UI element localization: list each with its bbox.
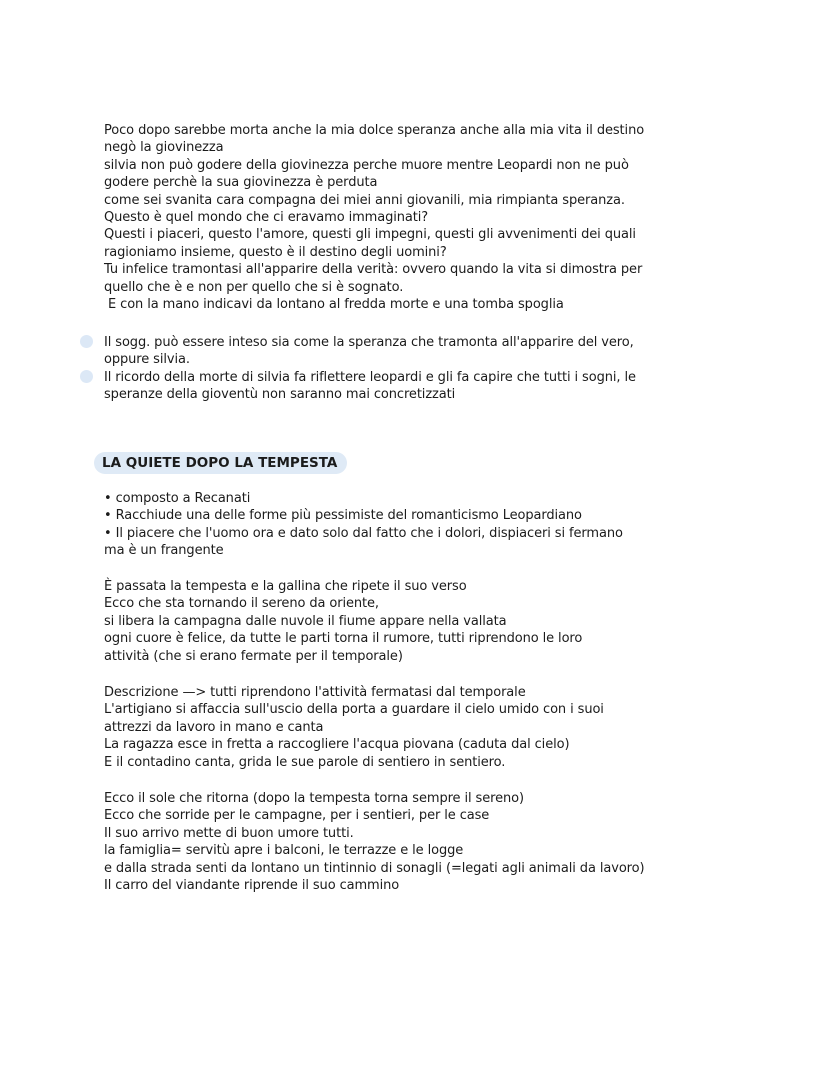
bullet-dot-icon: [80, 335, 93, 348]
text-line: oppure silvia.: [104, 352, 190, 368]
text-line: Tu infelice tramontasi all'apparire della verità: ovvero quando la vita si dimostra per: [104, 262, 643, 278]
text-line: Il carro del viandante riprende il suo cammino: [104, 878, 400, 894]
text-line: attività (che si erano fermate per il temporale): [104, 648, 403, 664]
text-line: E con la mano indicavi da lontano al fredda morte e una tomba spoglia: [108, 297, 564, 313]
text-line: Ecco che sorride per le campagne, per i sentieri, per le case: [104, 808, 490, 824]
text-line: e dalla strada senti da lontano un tintinnio di sonagli (=legati agli animali da lavoro): [104, 860, 645, 876]
bullet-dot-icon: [80, 370, 93, 383]
text-line: L'artigiano si affaccia sull'uscio della porta a guardare il cielo umido con i suoi: [104, 702, 604, 718]
text-line: ragioniamo insieme, questo è il destino degli uomini?: [104, 244, 447, 260]
text-line: Il ricordo della morte di silvia fa riflettere leopardi e gli fa capire che tutti i sogni, le: [104, 369, 636, 385]
bullet-list: [104, 334, 744, 404]
text-line: attrezzi da lavoro in mano e canta: [104, 719, 324, 735]
text-line: Poco dopo sarebbe morta anche la mia dolce speranza anche alla mia vita il destino: [104, 123, 645, 138]
bullet-item: [104, 334, 744, 369]
text-line: silvia non può godere della giovinezza perche muore mentre Leopardi non ne può: [104, 157, 629, 173]
text-line: È passata la tempesta e la gallina che ripete il suo verso: [104, 579, 467, 594]
text-line: • Racchiude una delle forme più pessimiste del romanticismo Leopardiano: [104, 508, 582, 524]
text-line: • Il piacere che l'uomo ora e dato solo dal fatto che i dolori, dispiaceri si fermano: [104, 525, 623, 541]
paragraph-sun: [104, 790, 744, 894]
paragraph-tempest: [104, 578, 744, 665]
text-line: Il suo arrivo mette di buon umore tutti.: [104, 825, 354, 841]
text-line: come sei svanita cara compagna dei miei anni giovanili, mia rimpianta speranza.: [104, 192, 625, 208]
text-line: la famiglia= servitù apre i balconi, le terrazze e le logge: [104, 843, 464, 859]
text-line: negò la giovinezza: [104, 140, 224, 156]
paragraph-silvia: [104, 122, 744, 313]
text-line: Descrizione —> tutti riprendono l'attività fermatasi dal temporale: [104, 685, 526, 700]
text-line: ogni cuore è felice, da tutte le parti torna il rumore, tutti riprendono le loro: [104, 631, 583, 647]
text-line: ma è un frangente: [104, 543, 224, 559]
text-line: La ragazza esce in fretta a raccogliere l'acqua piovana (caduta dal cielo): [104, 737, 570, 753]
text-line: Il sogg. può essere inteso sia come la speranza che tramonta all'apparire del vero,: [104, 335, 634, 350]
section-heading: LA QUIETE DOPO LA TEMPESTA: [94, 452, 347, 474]
text-line: si libera la campagna dalle nuvole il fiume appare nella vallata: [104, 613, 507, 629]
text-line: quello che è e non per quello che si è sognato.: [104, 279, 404, 295]
text-line: Ecco che sta tornando il sereno da oriente,: [104, 596, 379, 612]
text-line: Questi i piaceri, questo l'amore, questi gli impegni, questi gli avvenimenti dei quali: [104, 227, 636, 243]
paragraph-summary: [104, 490, 744, 560]
bullet-item: [104, 369, 744, 404]
text-line: godere perchè la sua giovinezza è perduta: [104, 175, 378, 191]
text-line: Questo è quel mondo che ci eravamo immaginati?: [104, 210, 429, 226]
text-line: Ecco il sole che ritorna (dopo la tempesta torna sempre il sereno): [104, 791, 524, 806]
text-line: speranze della gioventù non saranno mai concretizzati: [104, 387, 456, 403]
text-line: E il contadino canta, grida le sue parole di sentiero in sentiero.: [104, 754, 506, 770]
text-line: • composto a Recanati: [104, 491, 251, 506]
paragraph-description: [104, 684, 744, 771]
